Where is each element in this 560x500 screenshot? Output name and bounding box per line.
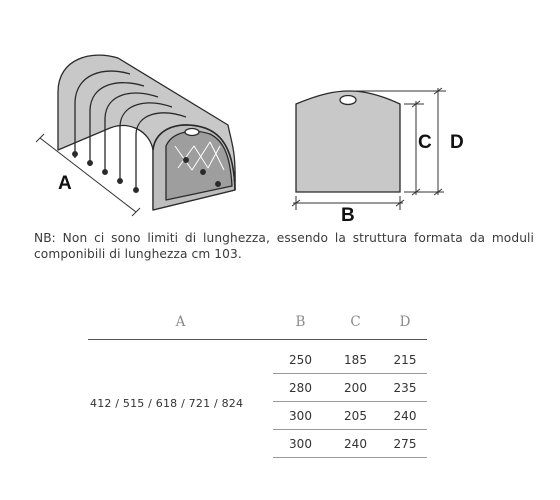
header-d: D — [383, 305, 427, 340]
front-elevation-drawing — [296, 91, 400, 192]
cell-c: 240 — [328, 430, 383, 458]
cell-b: 280 — [273, 374, 328, 402]
cell-d: 215 — [383, 340, 427, 374]
cell-d: 235 — [383, 374, 427, 402]
garage-tunnel-diagram — [0, 0, 560, 230]
dimension-label-a: A — [58, 173, 72, 194]
tunnel-isometric-drawing — [58, 55, 235, 210]
length-note: NB: Non ci sono limiti di lunghezza, essendo la struttura formata da moduli componibili di lunghezza cm 103. — [34, 231, 534, 261]
table-header-row — [88, 305, 427, 340]
header-a: A — [88, 305, 273, 340]
dimension-label-c: C — [418, 132, 432, 153]
cell-b: 300 — [273, 430, 328, 458]
dimension-label-d: D — [450, 132, 464, 153]
table-row — [88, 340, 427, 374]
dimension-label-b: B — [341, 205, 355, 226]
dimension-line-a — [36, 134, 140, 216]
cell-b: 300 — [273, 402, 328, 430]
cell-c: 185 — [328, 340, 383, 374]
dimensions-table — [88, 305, 427, 458]
cell-b: 250 — [273, 340, 328, 374]
cell-d: 275 — [383, 430, 427, 458]
cell-c: 205 — [328, 402, 383, 430]
cell-d: 240 — [383, 402, 427, 430]
length-options-cell: 412 / 515 / 618 / 721 / 824 — [90, 397, 244, 411]
header-c: C — [328, 305, 383, 340]
header-b: B — [273, 305, 328, 340]
cell-c: 200 — [328, 374, 383, 402]
